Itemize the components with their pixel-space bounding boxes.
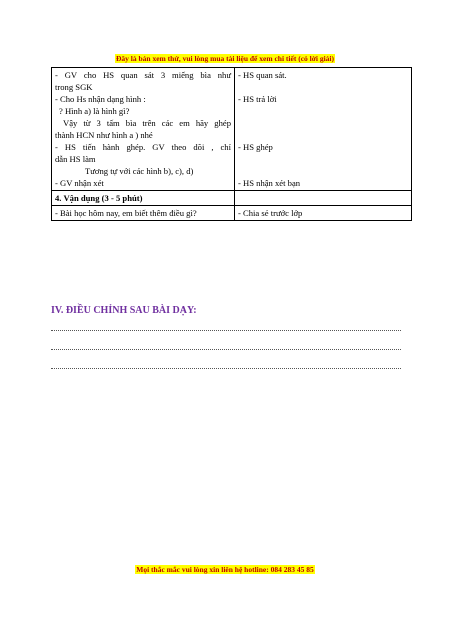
teacher-line: - HS tiến hành ghép. GV theo dõi , chỉ: [55, 142, 231, 152]
student-activity-cell: - Chia sẻ trước lớp: [235, 206, 412, 221]
preview-notice-text: Đây là bản xem thử, vui lòng mua tài liệu để xem chi tiết (có lời giải): [115, 54, 335, 63]
teacher-line: thành HCN như hình a ) nhé: [55, 130, 153, 140]
teacher-line: Tương tự với các hình b), c), d): [85, 166, 194, 176]
teacher-line: - GV nhận xét: [55, 178, 104, 188]
dotted-writing-line: [51, 358, 401, 369]
dotted-writing-line: [51, 339, 401, 350]
section-heading-cell: 4. Vận dụng (3 - 5 phút): [52, 191, 235, 206]
student-line: - HS ghép: [238, 142, 273, 152]
teacher-line: - Cho Hs nhận dạng hình :: [55, 94, 146, 104]
student-activity-cell: [235, 68, 412, 191]
teacher-line: trong SGK: [55, 82, 93, 92]
hotline-text: Mọi thắc mắc vui lòng xin liên hệ hotline: 084 283 45 85: [136, 565, 314, 574]
lesson-activity-table: [51, 67, 412, 221]
teacher-line: ? Hình a) là hình gì?: [59, 106, 130, 116]
student-line: - HS quan sát.: [238, 70, 287, 80]
dotted-writing-line: [51, 320, 401, 331]
hotline-banner: [0, 565, 450, 574]
teacher-activity-cell: - Bài học hôm nay, em biết thêm điều gì?: [52, 206, 235, 221]
empty-cell: [235, 191, 412, 206]
teacher-line: Vậy từ 3 tấm bìa trên các em hãy ghép: [63, 118, 231, 128]
student-line: - HS nhận xét bạn: [238, 178, 301, 188]
teacher-activity-cell: [52, 68, 235, 191]
table-row: [52, 206, 412, 221]
teacher-line: dẫn HS làm: [55, 154, 96, 164]
preview-notice-banner: [0, 54, 450, 63]
student-line: - HS trả lời: [238, 94, 277, 104]
adjustment-section-title: IV. ĐIỀU CHỈNH SAU BÀI DẠY:: [51, 305, 197, 316]
table-row: [52, 68, 412, 191]
teacher-line: - GV cho HS quan sát 3 miếng bìa như: [55, 70, 231, 80]
table-row: [52, 191, 412, 206]
